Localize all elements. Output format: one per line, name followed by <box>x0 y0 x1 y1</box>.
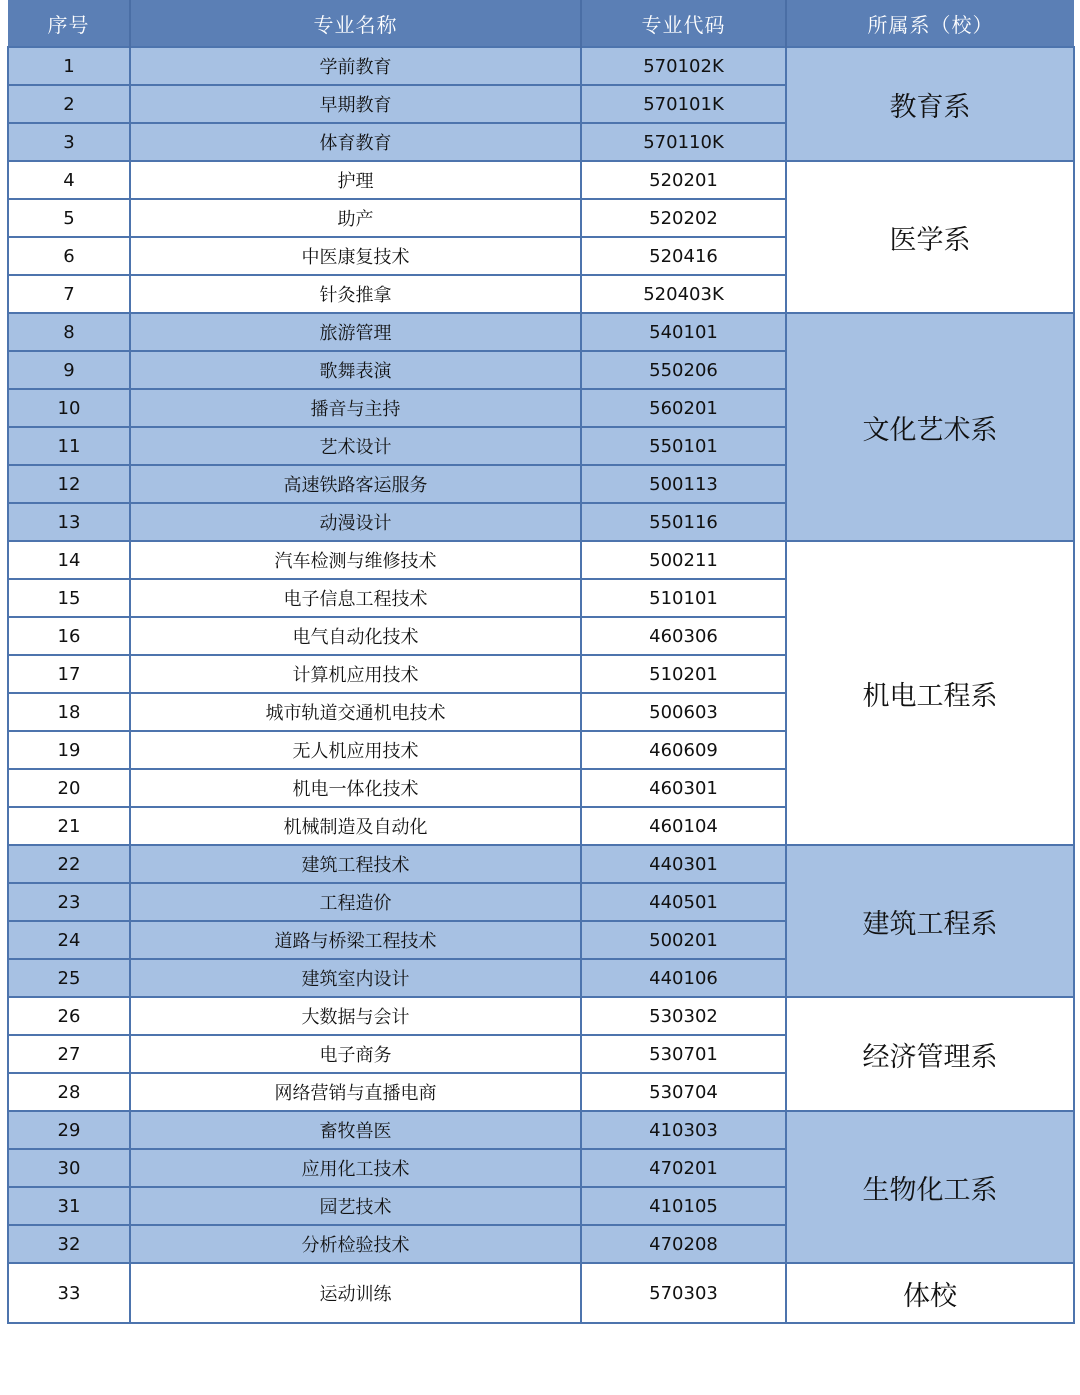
major-code-cell: 500113 <box>581 465 786 503</box>
row-number-cell: 3 <box>8 123 130 161</box>
major-code-cell: 520201 <box>581 161 786 199</box>
department-cell: 经济管理系 <box>786 997 1074 1111</box>
major-name-cell: 助产 <box>130 199 581 237</box>
row-number-cell: 8 <box>8 313 130 351</box>
major-code-cell: 470208 <box>581 1225 786 1263</box>
row-number-cell: 23 <box>8 883 130 921</box>
major-code-cell: 530302 <box>581 997 786 1035</box>
row-number-cell: 16 <box>8 617 130 655</box>
major-code-cell: 550206 <box>581 351 786 389</box>
major-code-cell: 440106 <box>581 959 786 997</box>
row-number-cell: 31 <box>8 1187 130 1225</box>
department-cell: 机电工程系 <box>786 541 1074 845</box>
header-department: 所属系（校） <box>786 0 1074 47</box>
major-code-cell: 570102K <box>581 47 786 85</box>
table-row <box>8 541 1074 579</box>
row-number-cell: 10 <box>8 389 130 427</box>
major-code-cell: 540101 <box>581 313 786 351</box>
row-number-cell: 25 <box>8 959 130 997</box>
major-code-cell: 460104 <box>581 807 786 845</box>
row-number-cell: 6 <box>8 237 130 275</box>
major-code-cell: 460306 <box>581 617 786 655</box>
major-name-cell: 电气自动化技术 <box>130 617 581 655</box>
major-name-cell: 护理 <box>130 161 581 199</box>
row-number-cell: 11 <box>8 427 130 465</box>
table-row <box>8 313 1074 351</box>
row-number-cell: 20 <box>8 769 130 807</box>
row-number-cell: 9 <box>8 351 130 389</box>
major-code-cell: 510201 <box>581 655 786 693</box>
row-number-cell: 29 <box>8 1111 130 1149</box>
major-name-cell: 城市轨道交通机电技术 <box>130 693 581 731</box>
major-name-cell: 体育教育 <box>130 123 581 161</box>
row-number-cell: 12 <box>8 465 130 503</box>
row-number-cell: 17 <box>8 655 130 693</box>
major-name-cell: 高速铁路客运服务 <box>130 465 581 503</box>
table-row <box>8 1263 1074 1323</box>
major-name-cell: 电子信息工程技术 <box>130 579 581 617</box>
major-name-cell: 机械制造及自动化 <box>130 807 581 845</box>
major-code-cell: 510101 <box>581 579 786 617</box>
major-code-cell: 410105 <box>581 1187 786 1225</box>
major-name-cell: 动漫设计 <box>130 503 581 541</box>
major-code-cell: 530701 <box>581 1035 786 1073</box>
major-code-cell: 500603 <box>581 693 786 731</box>
department-cell: 教育系 <box>786 47 1074 161</box>
header-major-name: 专业名称 <box>130 0 581 47</box>
row-number-cell: 2 <box>8 85 130 123</box>
table-body <box>8 47 1074 1323</box>
major-code-cell: 440301 <box>581 845 786 883</box>
major-name-cell: 大数据与会计 <box>130 997 581 1035</box>
row-number-cell: 5 <box>8 199 130 237</box>
major-code-cell: 520403K <box>581 275 786 313</box>
department-cell: 建筑工程系 <box>786 845 1074 997</box>
row-number-cell: 32 <box>8 1225 130 1263</box>
row-number-cell: 30 <box>8 1149 130 1187</box>
row-number-cell: 7 <box>8 275 130 313</box>
major-code-cell: 460301 <box>581 769 786 807</box>
major-code-cell: 410303 <box>581 1111 786 1149</box>
major-name-cell: 针灸推拿 <box>130 275 581 313</box>
table-row <box>8 161 1074 199</box>
row-number-cell: 33 <box>8 1263 130 1323</box>
department-cell: 医学系 <box>786 161 1074 313</box>
major-name-cell: 早期教育 <box>130 85 581 123</box>
department-cell: 体校 <box>786 1263 1074 1323</box>
major-name-cell: 汽车检测与维修技术 <box>130 541 581 579</box>
major-name-cell: 畜牧兽医 <box>130 1111 581 1149</box>
header-no: 序号 <box>8 0 130 47</box>
department-cell: 生物化工系 <box>786 1111 1074 1263</box>
majors-table-container <box>7 0 1073 1324</box>
major-name-cell: 播音与主持 <box>130 389 581 427</box>
row-number-cell: 19 <box>8 731 130 769</box>
row-number-cell: 27 <box>8 1035 130 1073</box>
row-number-cell: 15 <box>8 579 130 617</box>
major-code-cell: 520416 <box>581 237 786 275</box>
row-number-cell: 1 <box>8 47 130 85</box>
major-name-cell: 道路与桥梁工程技术 <box>130 921 581 959</box>
row-number-cell: 24 <box>8 921 130 959</box>
major-name-cell: 电子商务 <box>130 1035 581 1073</box>
row-number-cell: 26 <box>8 997 130 1035</box>
table-row <box>8 997 1074 1035</box>
major-code-cell: 570110K <box>581 123 786 161</box>
row-number-cell: 28 <box>8 1073 130 1111</box>
major-name-cell: 歌舞表演 <box>130 351 581 389</box>
major-code-cell: 500201 <box>581 921 786 959</box>
table-header-row <box>8 0 1074 47</box>
major-code-cell: 570101K <box>581 85 786 123</box>
majors-table <box>7 0 1075 1324</box>
major-name-cell: 学前教育 <box>130 47 581 85</box>
row-number-cell: 22 <box>8 845 130 883</box>
major-code-cell: 520202 <box>581 199 786 237</box>
major-name-cell: 旅游管理 <box>130 313 581 351</box>
major-name-cell: 计算机应用技术 <box>130 655 581 693</box>
major-code-cell: 470201 <box>581 1149 786 1187</box>
major-name-cell: 园艺技术 <box>130 1187 581 1225</box>
row-number-cell: 21 <box>8 807 130 845</box>
major-name-cell: 机电一体化技术 <box>130 769 581 807</box>
major-name-cell: 建筑室内设计 <box>130 959 581 997</box>
row-number-cell: 14 <box>8 541 130 579</box>
major-code-cell: 500211 <box>581 541 786 579</box>
table-row <box>8 845 1074 883</box>
row-number-cell: 4 <box>8 161 130 199</box>
department-cell: 文化艺术系 <box>786 313 1074 541</box>
major-code-cell: 530704 <box>581 1073 786 1111</box>
major-code-cell: 550116 <box>581 503 786 541</box>
row-number-cell: 18 <box>8 693 130 731</box>
major-name-cell: 分析检验技术 <box>130 1225 581 1263</box>
major-code-cell: 460609 <box>581 731 786 769</box>
table-row <box>8 47 1074 85</box>
major-code-cell: 440501 <box>581 883 786 921</box>
major-code-cell: 550101 <box>581 427 786 465</box>
major-code-cell: 570303 <box>581 1263 786 1323</box>
major-name-cell: 艺术设计 <box>130 427 581 465</box>
header-major-code: 专业代码 <box>581 0 786 47</box>
major-name-cell: 中医康复技术 <box>130 237 581 275</box>
table-row <box>8 1111 1074 1149</box>
major-name-cell: 建筑工程技术 <box>130 845 581 883</box>
major-name-cell: 工程造价 <box>130 883 581 921</box>
major-name-cell: 无人机应用技术 <box>130 731 581 769</box>
major-name-cell: 运动训练 <box>130 1263 581 1323</box>
major-code-cell: 560201 <box>581 389 786 427</box>
major-name-cell: 应用化工技术 <box>130 1149 581 1187</box>
major-name-cell: 网络营销与直播电商 <box>130 1073 581 1111</box>
row-number-cell: 13 <box>8 503 130 541</box>
